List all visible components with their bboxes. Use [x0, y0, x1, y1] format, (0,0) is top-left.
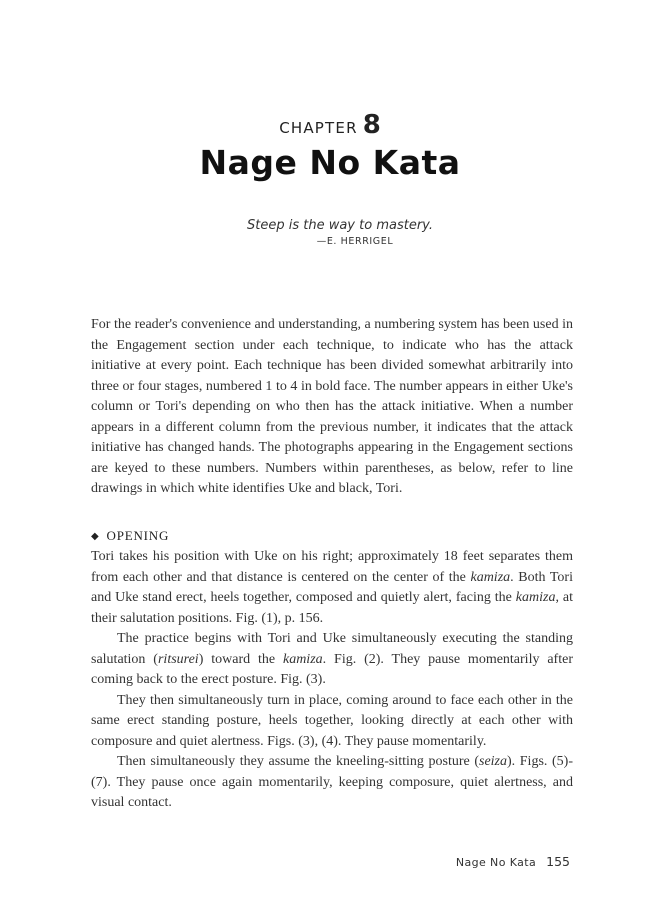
text-run: Then simultaneously they assume the kneeling-sitting posture ( — [117, 754, 479, 769]
page-footer — [0, 851, 570, 870]
section-body — [91, 547, 573, 814]
diamond-bullet-icon: ◆ — [91, 531, 100, 542]
italic-term: seiza — [479, 754, 507, 769]
text-run: . Fig. (2). They pause momentarily after coming back to the erect posture. Fig. (3). — [91, 651, 573, 687]
text-run: Tori takes his position with Uke on his right; approximately 18 feet separates them from each other and that distance is centered on the center of the — [91, 549, 573, 585]
italic-term: kamiza — [282, 651, 323, 667]
text-run: The practice begins with Tori and Uke simultaneously executing the standing salutation ( — [91, 631, 573, 667]
section-heading-text: OPENING — [106, 528, 170, 543]
text-run: , at their salutation positions. Fig. (1), p. 156. — [91, 590, 573, 626]
running-head: Nage No Kata — [455, 856, 537, 869]
epigraph — [0, 218, 660, 247]
epigraph-author: —E. HERRIGEL — [316, 236, 394, 247]
chapter-number: 8 — [362, 110, 381, 140]
text-run: ) toward the — [198, 651, 283, 667]
text-run: . Both Tori and Uke stand erect, heels together, composed and quietly alert, facing the — [91, 569, 573, 605]
body-paragraph — [91, 691, 573, 753]
text-run: ). Figs. (5)-(7). They pause once again momentarily, keeping composure, quiet alertness, and visual contact. — [91, 754, 573, 810]
body-paragraph — [91, 629, 573, 691]
italic-term: kamiza — [515, 590, 556, 605]
intro-paragraph — [91, 315, 573, 500]
chapter-title: Nage No Kata — [199, 143, 461, 182]
italic-term: ritsurei — [157, 651, 199, 667]
text-run: They then simultaneously turn in place, coming around to face each other in the same erect standing posture, heels together, looking directly at each other with composure and quiet alertness. Figs. (3), (4). They pause momentarily. — [91, 692, 573, 749]
italic-term: kamiza — [470, 569, 511, 585]
section-heading — [91, 528, 573, 544]
page-number: 155 — [546, 854, 570, 869]
body-paragraph — [91, 752, 573, 814]
chapter-label — [0, 110, 660, 140]
intro-text: For the reader's convenience and understanding, a numbering system has been used in the Engagement section under each technique, to indicate who has the attack initiative at every point. Each technique has been divided somewhat arbitrarily into three or four stages, numbered 1 to 4 in bold face. The number appears in either Uke's column or Tori's depending on who then has the attack initiative. When a number appears in a different column from the previous number, it indicates that the attack initiative has changed hands. The photographs appearing in the Engagement sections are keyed to these numbers. Numbers within parentheses, as below, refer to line drawings in which white identifies Uke and black, Tori. — [91, 317, 573, 496]
chapter-word: CHAPTER — [279, 119, 358, 137]
epigraph-quote: Steep is the way to mastery. — [247, 218, 433, 233]
body-paragraph — [91, 547, 573, 629]
